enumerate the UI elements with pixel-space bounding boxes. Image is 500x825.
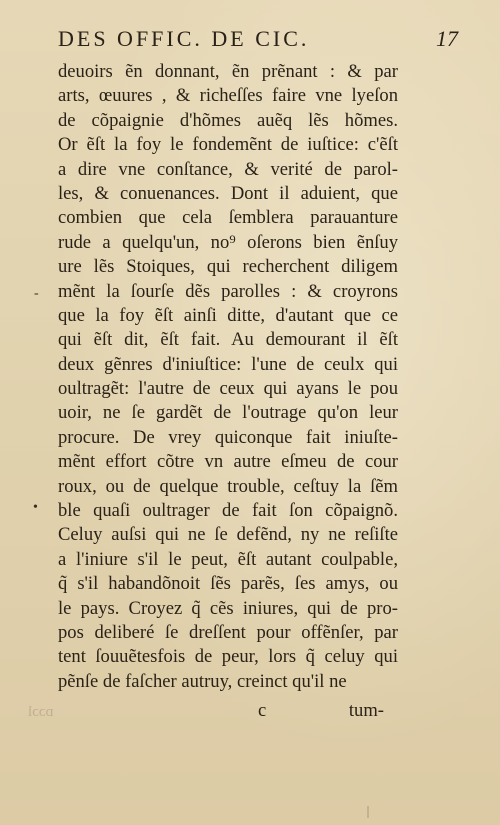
text-line: a dire vne conſtance, & verité de parol-: [58, 158, 398, 180]
running-title: DES OFFIC. DE CIC.: [58, 26, 310, 51]
text-line: ble quaſi oultrager de fait ſon cõpaignõ.: [58, 500, 398, 522]
text-line: combien que cela ſemblera parauanture: [58, 207, 398, 229]
text-line: roux, ou de quelque trouble, ceſtuy la ſẽm: [58, 475, 398, 497]
margin-mark: •: [33, 500, 38, 515]
text-line: deux gẽnres d'iniuſtice: l'une de ceulx qui: [58, 353, 398, 375]
text-line: Or ẽſt la foy le fondemẽnt de iuſtice: c'ẽſt: [58, 134, 398, 156]
catchword: tum-: [348, 700, 384, 721]
margin-mark: -: [34, 286, 39, 301]
text-line: le pays. Croyez q̃ cẽs iniures, qui de pro-: [58, 597, 398, 619]
paper-stain: [367, 806, 369, 818]
text-line: a l'iniure s'il le peut, ẽſt autant coulpable,: [58, 548, 398, 570]
signature-mark: c: [258, 700, 267, 721]
text-line: tent ſouuẽtesfois de peur, lors q̃ celuy qui: [58, 646, 398, 668]
bleed-through-text: ᴅɔɔl: [28, 704, 54, 720]
text-line: ure lẽs Stoiques, qui recherchent diligem: [58, 256, 398, 278]
text-line: mẽnt effort cõtre vn autre eſmeu de cour: [58, 451, 398, 473]
text-line: rude a quelqu'un, no⁹ oſerons bien ẽnſuy: [58, 231, 398, 253]
text-line: procure. De vrey quiconque fait iniuſte-: [58, 426, 398, 448]
text-line: q̃ s'il habandõnoit ſẽs parẽs, ſes amys, ou: [58, 573, 398, 595]
text-line: uoir, ne ſe gardẽt de l'outrage qu'on leur: [58, 402, 398, 424]
text-line: arts, œuures , & richeſſes faire vne lyeſon: [58, 85, 398, 107]
text-line: Celuy auſsi qui ne ſe defẽnd, ny ne reſiſte: [58, 524, 398, 546]
text-line: mẽnt la ſourſe dẽs parolles : & croyrons: [58, 280, 398, 302]
running-head: [58, 26, 458, 54]
text-line: qui ẽſt dit, ẽſt fait. Au demourant il ẽſt: [58, 329, 398, 351]
text-line: pẽnſe de faſcher autruy, creinct qu'il ne: [58, 670, 347, 692]
text-line: deuoirs ẽn donnant, ẽn prẽnant : & par: [58, 61, 398, 82]
page-number: 17: [436, 26, 458, 51]
page-footer: [58, 700, 384, 726]
text-line: de cõpaignie d'hõmes auẽq lẽs hõmes.: [58, 109, 398, 131]
text-line: que la foy ẽſt ainſi ditte, d'autant que ce: [58, 304, 398, 326]
text-line: oultragẽt: l'autre de ceux qui ayans le pou: [58, 378, 398, 400]
text-line: pos deliberé ſe dreſſent pour offẽnſer, par: [58, 621, 398, 643]
body-text: [58, 60, 398, 694]
text-line: les, & conuenances. Dont il aduient, que: [58, 182, 398, 204]
